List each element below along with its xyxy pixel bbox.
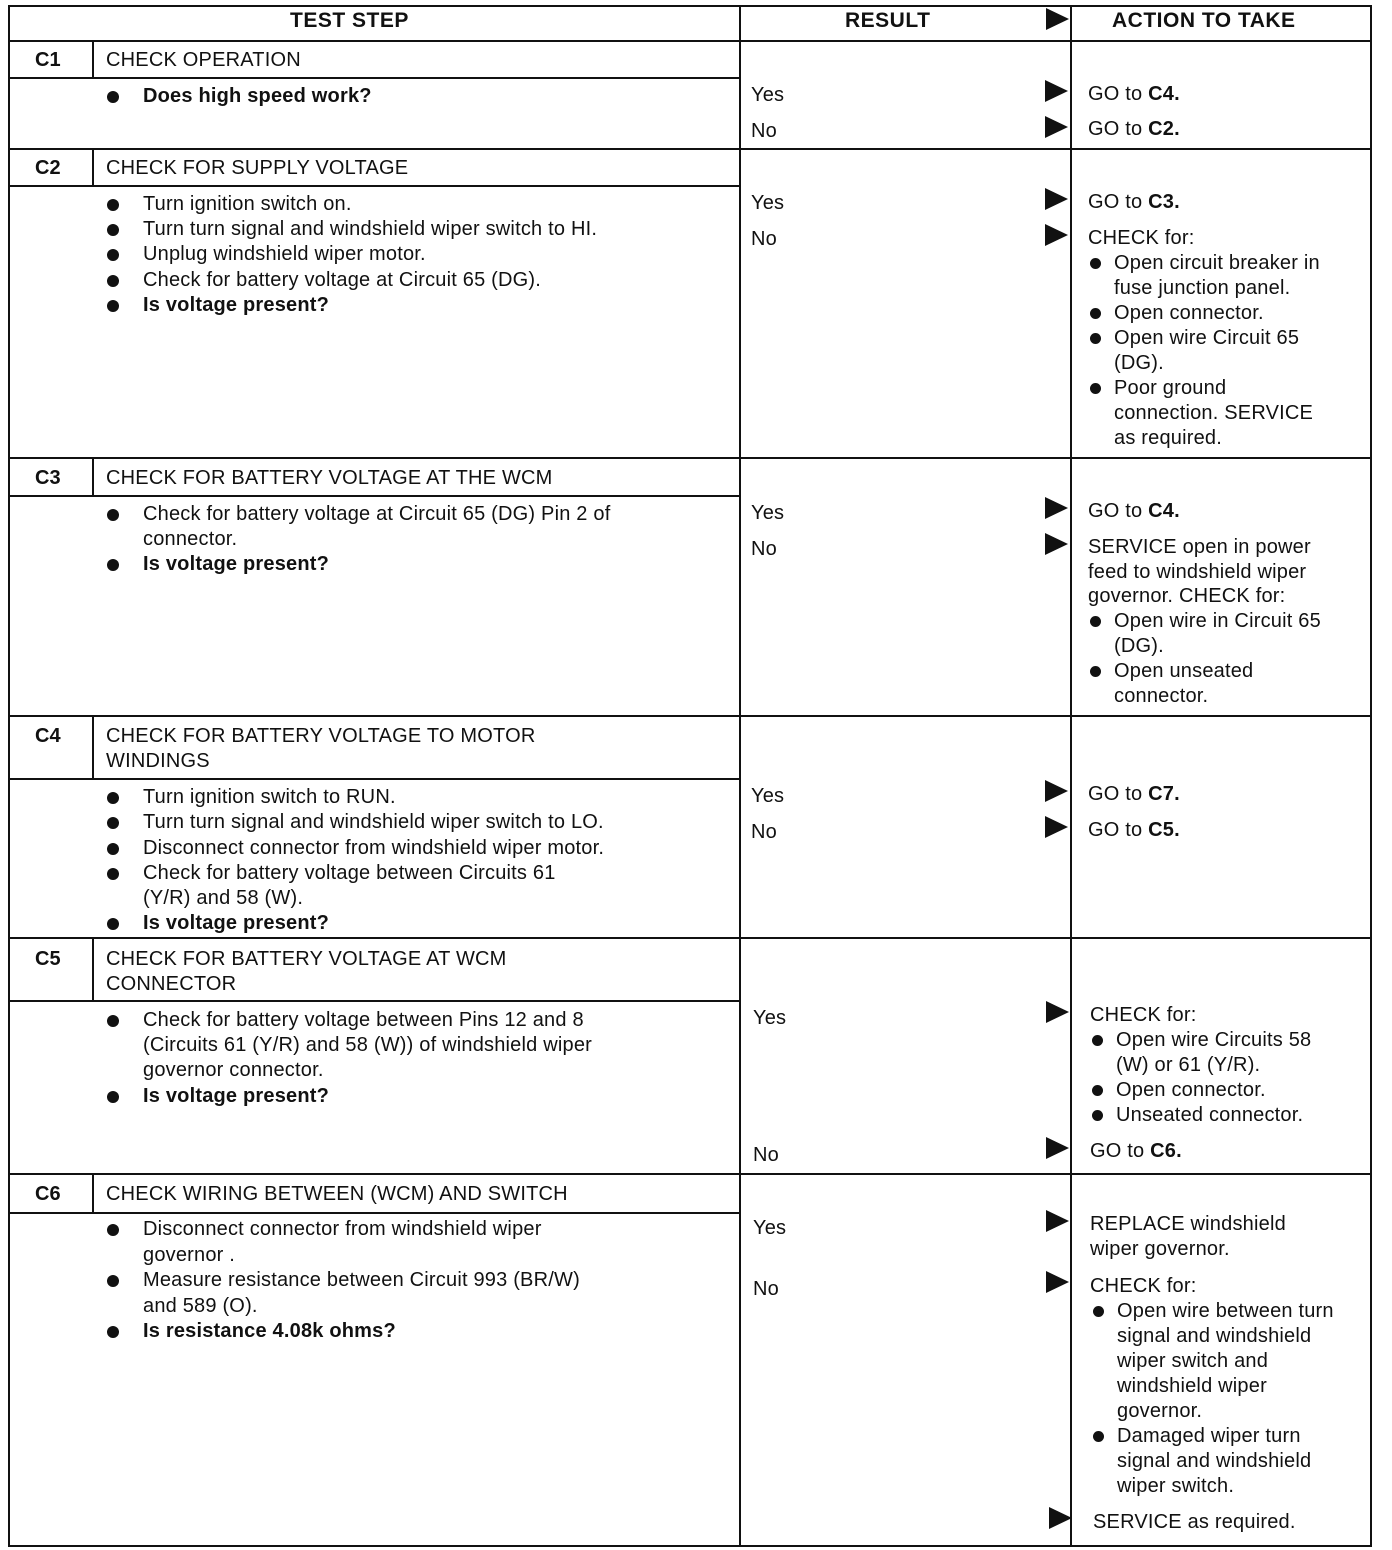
action-text: SERVICE as required. — [1093, 1511, 1296, 1533]
bullet-icon — [1093, 1431, 1104, 1442]
instruction-text: and 589 (O). — [143, 1295, 258, 1317]
bullet-icon — [107, 792, 119, 804]
header-action: ACTION TO TAKE — [1112, 9, 1296, 32]
bullet-icon — [1090, 258, 1101, 269]
header-divider — [8, 40, 1372, 42]
action-bullet-text: Open wire Circuit 65 — [1114, 327, 1300, 349]
section-divider — [8, 715, 1372, 717]
bullet-icon — [1090, 616, 1101, 627]
instruction-text: Disconnect connector from windshield wiper — [143, 1218, 542, 1240]
action-bullet-text: Open wire in Circuit 65 — [1114, 610, 1321, 632]
action-text: GO to C6. — [1090, 1140, 1182, 1162]
step-id-divider — [92, 148, 94, 186]
instruction-text: Is voltage present? — [143, 1085, 330, 1107]
instruction-text: Check for battery voltage between Circuits 61 — [143, 862, 556, 884]
bullet-icon — [107, 199, 119, 211]
step-id: C2 — [35, 157, 61, 179]
bullet-icon — [107, 868, 119, 880]
instruction-text: Turn ignition switch to RUN. — [143, 786, 396, 808]
action-text: GO to C5. — [1088, 819, 1180, 841]
action-text: CHECK for: — [1090, 1004, 1197, 1026]
title-underline — [8, 185, 739, 187]
header-result: RESULT — [845, 9, 931, 32]
bullet-icon — [107, 1224, 119, 1236]
result-no: No — [751, 228, 777, 250]
result-arrow-icon — [1049, 1507, 1072, 1529]
step-id: C6 — [35, 1183, 61, 1205]
step-title: CHECK OPERATION — [106, 49, 301, 71]
bullet-icon — [107, 817, 119, 829]
action-text: GO to C4. — [1088, 500, 1180, 522]
instruction-text: Unplug windshield wiper motor. — [143, 243, 426, 265]
result-arrow-icon — [1045, 116, 1068, 138]
bullet-icon — [107, 224, 119, 236]
bullet-icon — [107, 1326, 119, 1338]
table-bottom-border — [8, 1545, 1372, 1547]
action-bullet-text: Open connector. — [1114, 302, 1264, 324]
step-title: CHECK FOR BATTERY VOLTAGE TO MOTOR — [106, 725, 536, 747]
action-bullet-text: fuse junction panel. — [1114, 277, 1291, 299]
bullet-icon — [1092, 1085, 1103, 1096]
result-yes: Yes — [753, 1217, 787, 1239]
instruction-text: Is voltage present? — [143, 912, 330, 934]
header-arrow-icon — [1046, 8, 1069, 30]
bullet-icon — [107, 559, 119, 571]
action-bullet-text: (DG). — [1114, 352, 1164, 374]
action-bullet-text: connection. SERVICE — [1114, 402, 1314, 424]
bullet-icon — [107, 249, 119, 261]
instruction-text: Is voltage present? — [143, 294, 330, 316]
section-divider — [8, 1173, 1372, 1175]
step-id-divider — [92, 457, 94, 496]
result-yes: Yes — [751, 785, 785, 807]
result-arrow-icon — [1046, 1137, 1069, 1159]
instruction-text: Turn turn signal and windshield wiper switch to LO. — [143, 811, 604, 833]
result-arrow-icon — [1045, 816, 1068, 838]
result-no: No — [753, 1144, 779, 1166]
section-divider — [8, 937, 1372, 939]
bullet-icon — [107, 1091, 119, 1103]
step-id: C3 — [35, 467, 61, 489]
bullet-icon — [107, 91, 119, 103]
action-text: SERVICE open in power — [1088, 536, 1311, 558]
step-id-divider — [92, 937, 94, 1001]
result-arrow-icon — [1046, 1001, 1069, 1023]
action-text: GO to C7. — [1088, 783, 1180, 805]
instruction-text: Does high speed work? — [143, 85, 372, 107]
action-bullet-text: Open unseated — [1114, 660, 1254, 682]
instruction-text: governor connector. — [143, 1059, 324, 1081]
step-id: C1 — [35, 49, 61, 71]
step-title: WINDINGS — [106, 750, 210, 772]
result-no: No — [751, 120, 777, 142]
instruction-text: Check for battery voltage at Circuit 65 (DG) Pin 2 of — [143, 503, 611, 525]
action-bullet-text: Unseated connector. — [1116, 1104, 1304, 1126]
section-divider — [8, 148, 1372, 150]
bullet-icon — [1092, 1035, 1103, 1046]
result-no: No — [751, 821, 777, 843]
bullet-icon — [1092, 1110, 1103, 1121]
table-left-border — [8, 5, 10, 1547]
action-text: wiper governor. — [1090, 1238, 1230, 1260]
bullet-icon — [1090, 666, 1101, 677]
result-arrow-icon — [1045, 533, 1068, 555]
action-bullet-text: Open wire between turn — [1117, 1300, 1334, 1322]
action-bullet-text: connector. — [1114, 685, 1209, 707]
action-bullet-text: governor. — [1117, 1400, 1203, 1422]
column-divider-action — [1070, 5, 1072, 1547]
instruction-text: Turn ignition switch on. — [143, 193, 352, 215]
result-arrow-icon — [1045, 497, 1068, 519]
bullet-icon — [107, 1015, 119, 1027]
instruction-text: Is resistance 4.08k ohms? — [143, 1320, 396, 1342]
column-divider-result — [739, 5, 741, 1547]
step-id-divider — [92, 1173, 94, 1213]
bullet-icon — [1090, 333, 1101, 344]
result-yes: Yes — [753, 1007, 787, 1029]
bullet-icon — [107, 843, 119, 855]
bullet-icon — [107, 275, 119, 287]
action-text: GO to C4. — [1088, 83, 1180, 105]
instruction-text: (Y/R) and 58 (W). — [143, 887, 304, 909]
bullet-icon — [1090, 308, 1101, 319]
action-text: REPLACE windshield — [1090, 1213, 1286, 1235]
table-right-border — [1370, 5, 1372, 1547]
action-bullet-text: Poor ground — [1114, 377, 1227, 399]
instruction-text: Is voltage present? — [143, 553, 330, 575]
action-text: CHECK for: — [1088, 227, 1195, 249]
action-bullet-text: signal and windshield — [1117, 1325, 1312, 1347]
result-yes: Yes — [751, 84, 785, 106]
step-title: CHECK FOR SUPPLY VOLTAGE — [106, 157, 409, 179]
step-title: CHECK WIRING BETWEEN (WCM) AND SWITCH — [106, 1183, 568, 1205]
action-bullet-text: Damaged wiper turn — [1117, 1425, 1301, 1447]
action-bullet-text: as required. — [1114, 427, 1223, 449]
action-bullet-text: (W) or 61 (Y/R). — [1116, 1054, 1261, 1076]
action-bullet-text: (DG). — [1114, 635, 1164, 657]
instruction-text: Measure resistance between Circuit 993 (BR/W) — [143, 1269, 580, 1291]
action-bullet-text: signal and windshield — [1117, 1450, 1312, 1472]
action-text: CHECK for: — [1090, 1275, 1197, 1297]
action-bullet-text: windshield wiper — [1117, 1375, 1267, 1397]
result-no: No — [751, 538, 777, 560]
section-divider — [8, 457, 1372, 459]
action-bullet-text: wiper switch. — [1117, 1475, 1235, 1497]
step-id-divider — [92, 40, 94, 78]
bullet-icon — [1093, 1306, 1104, 1317]
title-underline — [8, 495, 739, 497]
action-text: governor. CHECK for: — [1088, 585, 1286, 607]
instruction-text: Check for battery voltage between Pins 12 and 8 — [143, 1009, 584, 1031]
result-yes: Yes — [751, 502, 785, 524]
bullet-icon — [107, 918, 119, 930]
step-id: C5 — [35, 948, 61, 970]
title-underline — [8, 1212, 739, 1214]
header-test-step: TEST STEP — [290, 9, 409, 32]
instruction-text: governor . — [143, 1244, 236, 1266]
title-underline — [8, 778, 739, 780]
action-bullet-text: Open circuit breaker in — [1114, 252, 1320, 274]
step-id-divider — [92, 715, 94, 779]
action-text: feed to windshield wiper — [1088, 561, 1307, 583]
result-no: No — [753, 1278, 779, 1300]
action-text: GO to C3. — [1088, 191, 1180, 213]
instruction-text: Disconnect connector from windshield wiper motor. — [143, 837, 605, 859]
result-yes: Yes — [751, 192, 785, 214]
action-bullet-text: Open wire Circuits 58 — [1116, 1029, 1312, 1051]
bullet-icon — [107, 300, 119, 312]
result-arrow-icon — [1045, 224, 1068, 246]
bullet-icon — [107, 1275, 119, 1287]
instruction-text: connector. — [143, 528, 238, 550]
instruction-text: Check for battery voltage at Circuit 65 (DG). — [143, 269, 542, 291]
bullet-icon — [1090, 383, 1101, 394]
result-arrow-icon — [1045, 780, 1068, 802]
instruction-text: Turn turn signal and windshield wiper switch to HI. — [143, 218, 598, 240]
action-bullet-text: wiper switch and — [1117, 1350, 1269, 1372]
result-arrow-icon — [1045, 188, 1068, 210]
action-bullet-text: Open connector. — [1116, 1079, 1266, 1101]
action-text: GO to C2. — [1088, 118, 1180, 140]
title-underline — [8, 77, 739, 79]
step-title: CHECK FOR BATTERY VOLTAGE AT WCM — [106, 948, 507, 970]
step-title: CHECK FOR BATTERY VOLTAGE AT THE WCM — [106, 467, 553, 489]
bullet-icon — [107, 509, 119, 521]
result-arrow-icon — [1045, 80, 1068, 102]
step-id: C4 — [35, 725, 61, 747]
instruction-text: (Circuits 61 (Y/R) and 58 (W)) of windshield wiper — [143, 1034, 593, 1056]
step-title: CONNECTOR — [106, 973, 237, 995]
title-underline — [8, 1000, 739, 1002]
result-arrow-icon — [1046, 1210, 1069, 1232]
result-arrow-icon — [1046, 1271, 1069, 1293]
